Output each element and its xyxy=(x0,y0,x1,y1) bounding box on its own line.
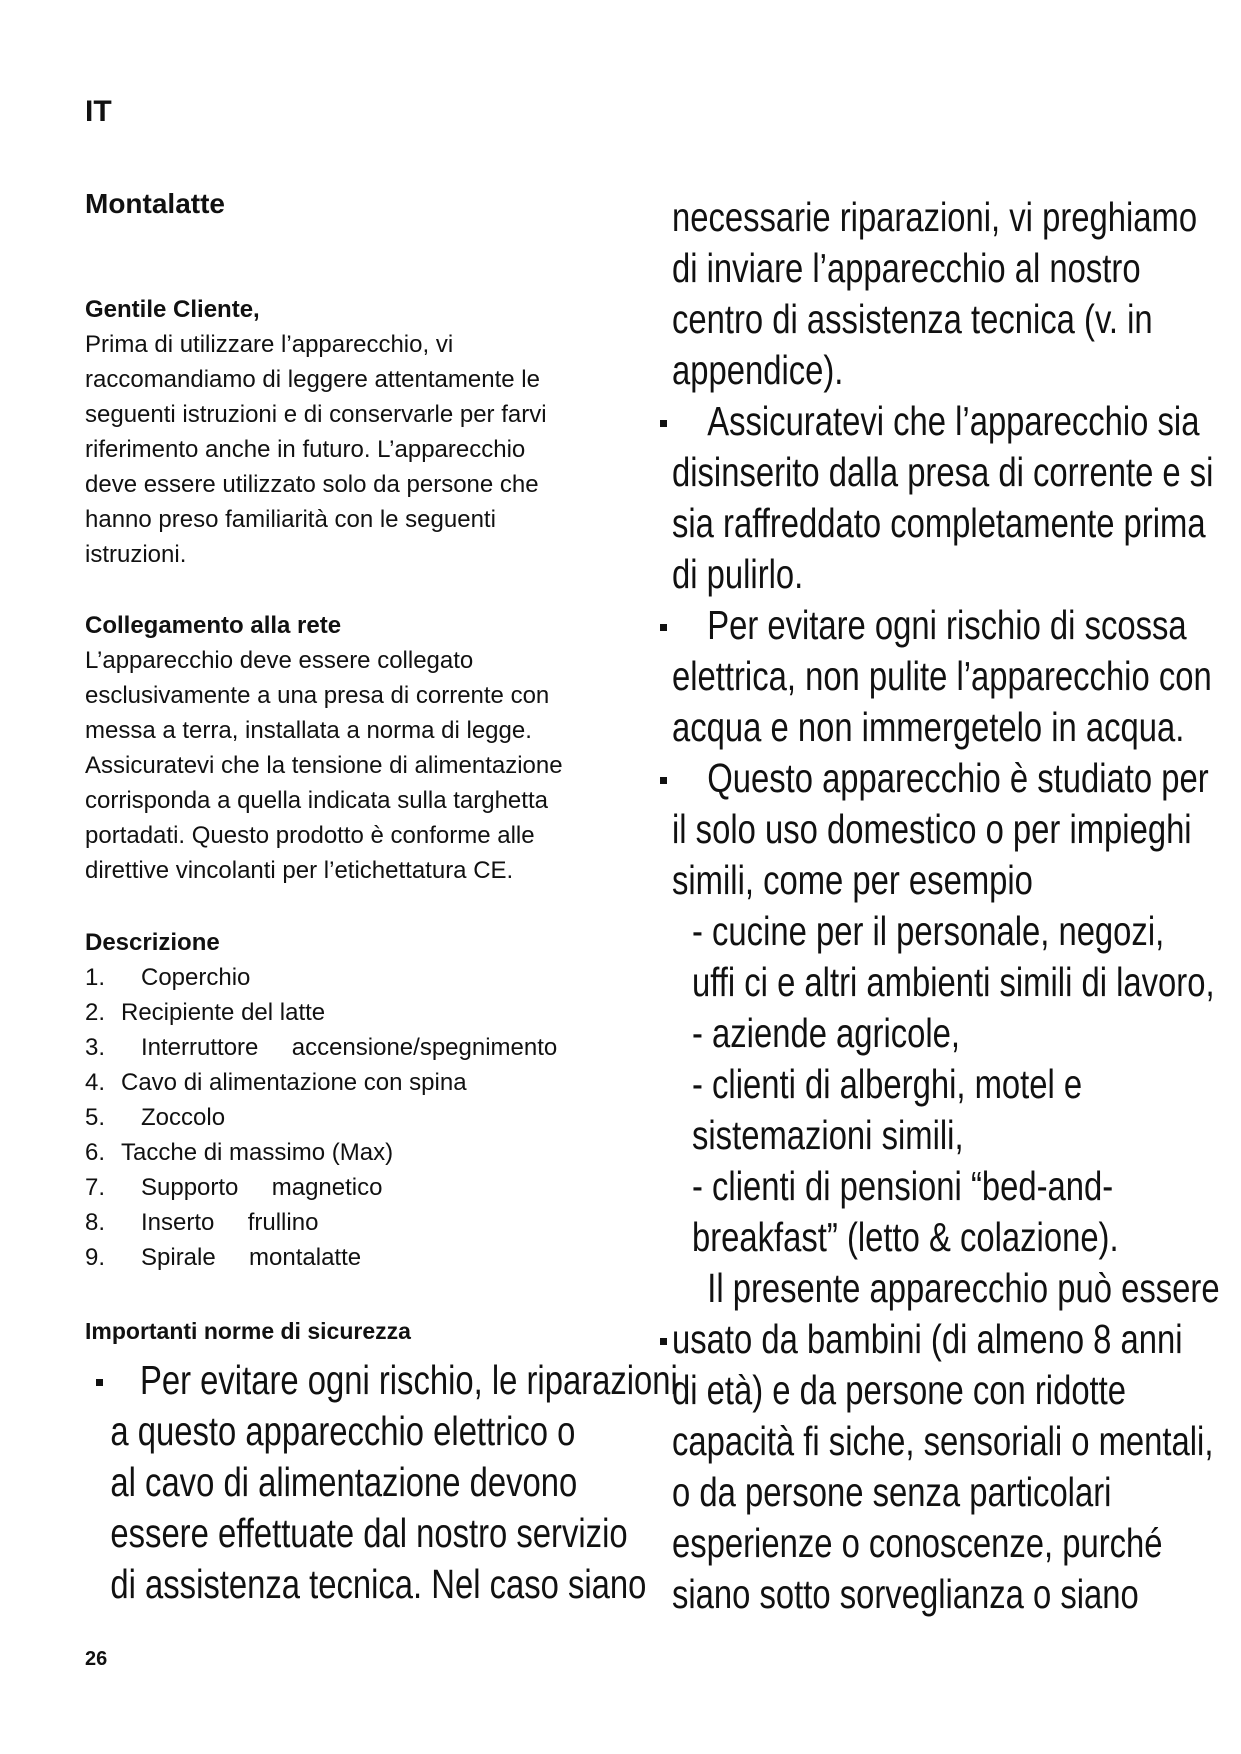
connection-heading: Collegamento alla rete xyxy=(85,612,342,639)
item-label: Zoccolo xyxy=(141,1104,226,1131)
item-number: 5. xyxy=(85,1104,106,1131)
intro-line: deve essere utilizzato solo da persone che xyxy=(85,471,539,498)
connection-line: Assicuratevi che la tensione di alimentazione xyxy=(85,752,563,779)
item-number: 4. xyxy=(85,1069,106,1096)
list-item xyxy=(85,1030,625,1065)
safety-line: breakfast” (letto & colazione). xyxy=(692,1214,1119,1260)
safety-line: elettrica, non pulite l’apparecchio con xyxy=(672,653,1212,699)
safety-line: Il presente apparecchio può essere xyxy=(707,1265,1220,1311)
safety-line: appendice). xyxy=(672,347,844,393)
connection-line: corrisponda a quella indicata sulla targhetta xyxy=(85,787,548,814)
list-item xyxy=(85,1205,625,1240)
safety-line: essere effettuate dal nostro servizio xyxy=(110,1510,628,1556)
list-item xyxy=(85,1240,625,1275)
safety-line: simili, come per esempio xyxy=(672,857,1033,903)
safety-line: disinserito dalla presa di corrente e si xyxy=(672,449,1214,495)
safety-line: Questo apparecchio è studiato per xyxy=(707,755,1209,801)
safety-line: a questo apparecchio elettrico o xyxy=(110,1408,576,1454)
safety-line: - cucine per il personale, negozi, xyxy=(692,908,1165,954)
safety-line: - aziende agricole, xyxy=(692,1010,961,1056)
item-label: Inserto frullino xyxy=(141,1209,319,1236)
item-number: 3. xyxy=(85,1034,106,1061)
item-number: 8. xyxy=(85,1209,106,1236)
item-label: Supporto magnetico xyxy=(141,1174,383,1201)
intro-line: istruzioni. xyxy=(85,541,187,568)
connection-line: L’apparecchio deve essere collegato xyxy=(85,647,474,674)
safety-line: necessarie riparazioni, vi preghiamo xyxy=(672,194,1198,240)
item-number: 2. xyxy=(85,999,106,1026)
connection-line: direttive vincolanti per l’etichettatura CE. xyxy=(85,857,514,884)
list-item xyxy=(85,1065,625,1100)
list-item xyxy=(85,995,625,1030)
safety-line: Per evitare ogni rischio, le riparazioni xyxy=(140,1357,678,1403)
item-number: 6. xyxy=(85,1139,106,1166)
safety-line: il solo uso domestico o per impieghi xyxy=(672,806,1192,852)
item-number: 9. xyxy=(85,1244,106,1271)
page-number: 26 xyxy=(85,1648,108,1670)
safety-line: o da persone senza particolari xyxy=(672,1469,1112,1515)
bullet-icon xyxy=(660,420,667,427)
safety-line: di pulirlo. xyxy=(672,551,804,597)
safety-heading: Importanti norme di sicurezza xyxy=(85,1318,411,1344)
intro-section xyxy=(85,292,625,572)
item-number: 1. xyxy=(85,964,106,991)
list-item xyxy=(85,960,625,995)
safety-line: esperienze o conoscenze, purché xyxy=(672,1520,1163,1566)
intro-line: seguenti istruzioni e di conservarle per farvi xyxy=(85,401,547,428)
list-item xyxy=(85,1170,625,1205)
intro-line: hanno preso familiarità con le seguenti xyxy=(85,506,496,533)
connection-section xyxy=(85,608,625,888)
item-label: Cavo di alimentazione con spina xyxy=(121,1069,467,1096)
intro-line: raccomandiamo di leggere attentamente le xyxy=(85,366,540,393)
safety-line: di assistenza tecnica. Nel caso siano xyxy=(110,1561,647,1607)
safety-line: centro di assistenza tecnica (v. in xyxy=(672,296,1153,342)
safety-line: acqua e non immergetelo in acqua. xyxy=(672,704,1185,750)
bullet-icon xyxy=(660,624,667,631)
item-number: 7. xyxy=(85,1174,106,1201)
safety-line: capacità fi siche, sensoriali o mentali, xyxy=(672,1418,1214,1464)
item-label: Tacche di massimo (Max) xyxy=(121,1139,394,1166)
language-label: IT xyxy=(85,95,112,128)
bullet-icon xyxy=(660,777,667,784)
list-item xyxy=(85,1100,625,1135)
safety-line: Assicuratevi che l’apparecchio sia xyxy=(707,398,1200,444)
item-label: Coperchio xyxy=(141,964,251,991)
intro-line: Prima di utilizzare l’apparecchio, vi xyxy=(85,331,454,358)
safety-line: - clienti di pensioni “bed-and- xyxy=(692,1163,1114,1209)
safety-line: di età) e da persone con ridotte xyxy=(672,1367,1127,1413)
safety-line: - clienti di alberghi, motel e xyxy=(692,1061,1083,1107)
list-item xyxy=(85,1135,625,1170)
item-label: Recipiente del latte xyxy=(121,999,326,1026)
bullet-icon xyxy=(660,1338,667,1345)
safety-line: di inviare l’apparecchio al nostro xyxy=(672,245,1141,291)
intro-heading: Gentile Cliente, xyxy=(85,296,260,323)
safety-line: sia raffreddato completamente prima xyxy=(672,500,1206,546)
safety-right-column xyxy=(672,192,1241,1620)
safety-line: usato da bambini (di almeno 8 anni xyxy=(672,1316,1183,1362)
safety-line: siano sotto sorveglianza o siano xyxy=(672,1571,1139,1617)
safety-line: uffi ci e altri ambienti simili di lavoro, xyxy=(692,959,1215,1005)
description-heading: Descrizione xyxy=(85,929,220,956)
parts-list xyxy=(85,960,625,1275)
connection-line: esclusivamente a una presa di corrente con xyxy=(85,682,550,709)
safety-line: Per evitare ogni rischio di scossa xyxy=(707,602,1187,648)
item-label: Interruttore accensione/spegnimento xyxy=(141,1034,558,1061)
connection-line: portadati. Questo prodotto è conforme alle xyxy=(85,822,535,849)
description-section xyxy=(85,925,625,1275)
page-title: Montalatte xyxy=(85,188,225,219)
safety-left-column xyxy=(96,1355,696,1610)
connection-line: messa a terra, installata a norma di legge. xyxy=(85,717,532,744)
intro-line: riferimento anche in futuro. L’apparecchio xyxy=(85,436,526,463)
safety-line: sistemazioni simili, xyxy=(692,1112,964,1158)
safety-line: al cavo di alimentazione devono xyxy=(110,1459,578,1505)
item-label: Spirale montalatte xyxy=(141,1244,362,1271)
